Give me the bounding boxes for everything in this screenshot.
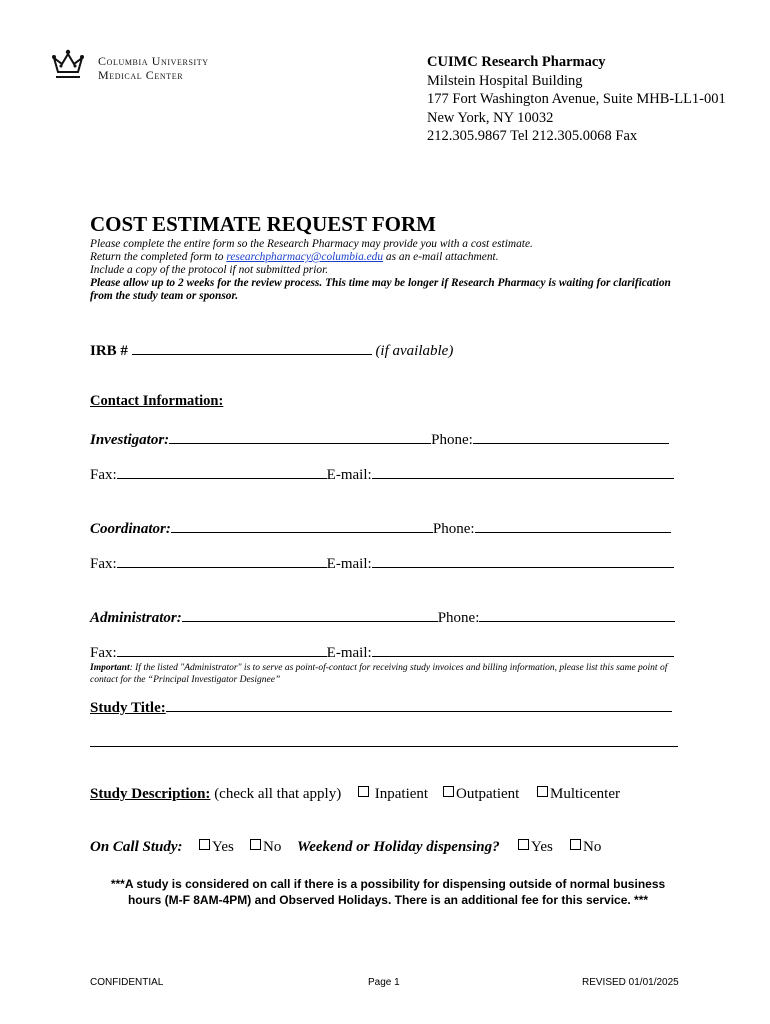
pharmacy-email-link[interactable]: researchpharmacy@columbia.edu (226, 251, 384, 263)
form-instructions (90, 238, 690, 303)
checkbox-icon[interactable] (537, 786, 548, 797)
administrator-fax-input[interactable] (117, 642, 327, 657)
coordinator-input[interactable] (171, 518, 433, 533)
weekend-yes-label: Yes (531, 839, 553, 855)
investigator-phone-label: Phone: (431, 432, 473, 448)
irb-label: IRB # (90, 343, 128, 359)
checkbox-icon[interactable] (443, 786, 454, 797)
checkbox-icon[interactable] (199, 839, 210, 850)
weekend-label: Weekend or Holiday dispensing? (297, 839, 500, 855)
weekend-no-label: No (583, 839, 602, 855)
pharmacy-city: New York, NY 10032 (427, 109, 554, 126)
on-call-no-label: No (263, 839, 282, 855)
instruction-line2-suffix: as an e-mail attachment. (383, 251, 499, 263)
pharmacy-address (427, 53, 726, 146)
irb-row (90, 340, 453, 360)
study-title-input-line2[interactable] (90, 746, 678, 747)
investigator-input[interactable] (169, 429, 431, 444)
coordinator-phone-label: Phone: (432, 521, 475, 537)
irb-suffix: (if available) (375, 343, 454, 359)
important-text: : If the listed "Administrator" is to serve as point-of-contact for receiving study invoices and billing information, please list this same point of contact for the “Principal Investigator Designee” (90, 663, 668, 685)
footer-confidential: CONFIDENTIAL (90, 977, 164, 988)
pharmacy-street: 177 Fort Washington Avenue, Suite MHB-LL1-001 (427, 91, 726, 107)
on-call-label: On Call Study: (90, 839, 183, 855)
coordinator-fax-label: Fax: (90, 556, 117, 572)
investigator-fax-label: Fax: (90, 467, 117, 483)
investigator-email-input[interactable] (372, 464, 674, 479)
coordinator-row (90, 518, 671, 538)
coordinator-label: Coordinator: (90, 521, 171, 537)
option-outpatient-label: Outpatient (456, 786, 520, 802)
instruction-line3: Include a copy of the protocol if not submitted prior. (90, 264, 329, 276)
option-inpatient-label: Inpatient (374, 786, 429, 802)
checkbox-icon[interactable] (518, 839, 529, 850)
form-title: COST ESTIMATE REQUEST FORM (90, 212, 436, 236)
option-outpatient[interactable] (443, 786, 519, 803)
pharmacy-building: Milstein Hospital Building (427, 72, 583, 89)
administrator-label: Administrator: (90, 610, 182, 626)
administrator-phone-input[interactable] (479, 607, 675, 622)
instruction-line2 (90, 251, 690, 264)
pharmacy-phone-fax: 212.305.9867 Tel 212.305.0068 Fax (427, 128, 638, 144)
footer-revised-date: REVISED 01/01/2025 (582, 977, 679, 988)
administrator-input[interactable] (182, 607, 438, 622)
instruction-line2-prefix: Return the completed form to (90, 251, 227, 263)
checkbox-icon[interactable] (570, 839, 581, 850)
org-line2: Medical Center (98, 68, 184, 82)
contact-heading: Contact Information: (90, 393, 224, 409)
investigator-phone-input[interactable] (473, 429, 669, 444)
study-title-label: Study Title: (90, 700, 166, 716)
coordinator-email-label: E-mail: (326, 556, 372, 572)
investigator-fax-input[interactable] (117, 464, 327, 479)
option-multicenter[interactable] (537, 786, 620, 803)
study-title-input[interactable] (166, 697, 672, 712)
coordinator-phone-input[interactable] (475, 518, 671, 533)
coordinator-fax-input[interactable] (117, 553, 327, 568)
study-title-row (90, 697, 672, 717)
administrator-phone-label: Phone: (437, 610, 480, 626)
administrator-email-input[interactable] (372, 642, 674, 657)
important-note (90, 662, 690, 686)
administrator-fax-row (90, 642, 674, 662)
investigator-label: Investigator: (90, 432, 170, 448)
investigator-email-label: E-mail: (326, 467, 372, 483)
administrator-row (90, 607, 675, 627)
checkbox-icon[interactable] (358, 786, 369, 797)
administrator-fax-label: Fax: (90, 645, 117, 661)
weekend-yes[interactable] (518, 839, 553, 856)
checkbox-icon[interactable] (250, 839, 261, 850)
footer-page-number: Page 1 (368, 977, 400, 988)
weekend-no[interactable] (570, 839, 601, 856)
on-call-note: ***A study is considered on call if there is a possibility for dispensing outside of normal business hours (M-F 8AM-4PM) and Observed Holidays. There is an additional fee for this service. *** (110, 877, 666, 907)
investigator-row (90, 429, 669, 449)
on-call-yes-label: Yes (212, 839, 234, 855)
on-call-yes[interactable] (199, 839, 234, 856)
study-description-hint: (check all that apply) (214, 786, 342, 802)
irb-input[interactable] (132, 340, 372, 355)
pharmacy-name: CUIMC Research Pharmacy (427, 54, 606, 70)
org-name (98, 54, 209, 82)
coordinator-email-input[interactable] (372, 553, 674, 568)
option-inpatient[interactable] (358, 786, 428, 803)
study-description-row (90, 786, 341, 803)
on-call-no[interactable] (250, 839, 281, 856)
administrator-email-label: E-mail: (326, 645, 372, 661)
important-label: Important (90, 663, 130, 673)
study-description-label: Study Description: (90, 786, 211, 802)
coordinator-fax-row (90, 553, 674, 573)
org-line1: Columbia University (98, 54, 209, 68)
instruction-line4: Please allow up to 2 weeks for the review process. This time may be longer if Research Pharmacy is waiting for clarification from the study team or sponsor. (90, 277, 671, 302)
investigator-fax-row (90, 464, 674, 484)
option-multicenter-label: Multicenter (550, 786, 620, 802)
instruction-line1: Please complete the entire form so the Research Pharmacy may provide you with a cost estimate. (90, 238, 533, 250)
crown-logo-icon (50, 48, 86, 82)
